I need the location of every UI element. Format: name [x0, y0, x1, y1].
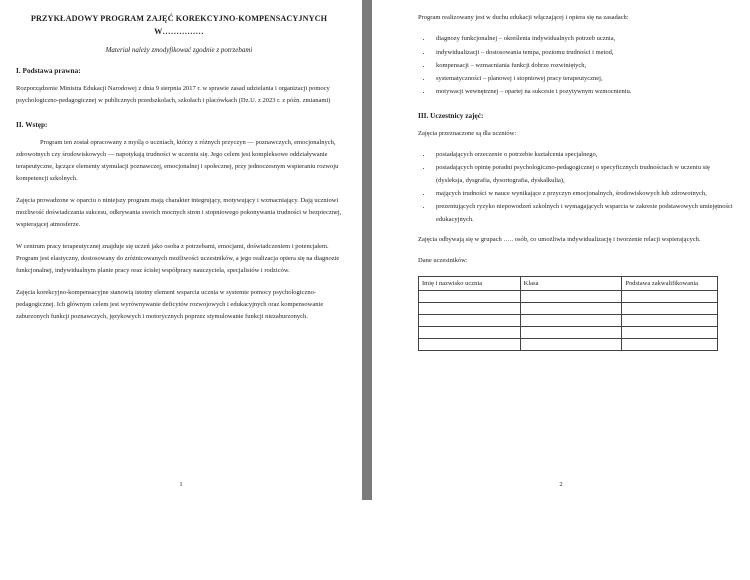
table-cell[interactable]	[419, 315, 521, 327]
table-cell[interactable]	[622, 339, 718, 351]
list-item: • systematyczności – planowej i stopniowej pracy terapeutycznej,	[432, 73, 736, 85]
intro-paragraph: Zajęcia prowadzone w oparciu o niniejszy program mają charakter integrujący, motywujący i wzmacniający. Dają uczniowi możliwość doświadczania sukcesu, odkrywania swoich mocnych stron i stopniowego pokonywania trudności w bezpiecznej, wspierającej atmosferze.	[16, 196, 342, 229]
section-heading-legal-basis: I. Podstawa prawna:	[16, 66, 81, 75]
title-line-1: PRZYKŁADOWY PROGRAM ZAJĘĆ KOREKCYJNO-KOMPENSACYJNYCH	[30, 14, 328, 23]
table-cell[interactable]	[419, 303, 521, 315]
table-cell[interactable]	[520, 327, 622, 339]
participants-table	[418, 276, 718, 351]
table-row	[419, 291, 718, 303]
table-header-class: Klasa	[520, 277, 622, 291]
table-cell[interactable]	[622, 327, 718, 339]
document-page-1	[0, 0, 362, 500]
table-cell[interactable]	[419, 339, 521, 351]
list-item: • kompensacji – wzmacniania funkcji dobrze rozwiniętych,	[432, 60, 736, 72]
list-item: • prezentujących ryzyko niepowodzeń szkolnych i wymagających wsparcia w zakresie podstawowych umiejętności edukacyjnych.	[432, 201, 736, 226]
table-cell[interactable]	[520, 291, 622, 303]
intro-paragraph: Program ten został opracowany z myślą o uczniach, którzy z różnych przyczyn — poznawczych, emocjonalnych, zdrowotnych czy środowiskowych — napotykają trudności w uczeniu się. Jego celem jest kompleksowe oddziaływanie terapeutyczne, łączące elementy stymulacji poznawczej, emocjonalnej i społecznej, przy jednoczesnym wspieraniu rozwoju kompetencji szkolnych.	[16, 138, 339, 183]
table-row	[419, 315, 718, 327]
list-item: • motywacji wewnętrznej – opartej na sukcesie i pozytywnym wzmocnieniu.	[432, 86, 736, 98]
table-row	[419, 339, 718, 351]
table-cell[interactable]	[520, 315, 622, 327]
list-item: • indywidualizacji – dostosowania tempa, poziomu trudności i metod,	[432, 47, 736, 59]
participants-list	[418, 149, 736, 226]
participants-data-label: Dane uczestników:	[418, 257, 468, 265]
principles-intro: Program realizowany jest w duchu edukacji włączającej i opiera się na zasadach:	[418, 14, 629, 21]
list-item: • posiadających orzeczenie o potrzebie kształcenia specjalnego,	[432, 149, 736, 161]
modification-note: Materiał należy zmodyfikować zgodnie z potrzebami	[105, 46, 253, 54]
list-item: • diagnozy funkcjonalnej – określenia indywidualnych potrzeb ucznia,	[432, 33, 736, 45]
list-item: • posiadających opinię poradni psychologiczno-pedagogicznej o specyficznych trudnościach w uczeniu się (dysleksja, dysgrafia, dysortografia, dyskalkulia),	[432, 162, 736, 187]
principles-list	[418, 33, 736, 98]
intro-paragraph: Zajęcia korekcyjno-kompensacyjne stanowią istotny element wsparcia ucznia w systemie pomocy psychologiczno-pedagogicznej. Ich głównym celem jest wyrównywanie deficytów rozwojowych i edukacyjnych oraz kompensowanie zaburzonych funkcji poznawczych, językowych i motorycznych poprzez stymulowanie funkcji niezaburzonych.	[16, 288, 324, 321]
table-cell[interactable]	[622, 315, 718, 327]
groups-text: Zajęcia odbywają się w grupach ….. osób, co umożliwia indywidualizację i tworzenie relacji wspierających.	[418, 235, 701, 243]
table-cell[interactable]	[520, 303, 622, 315]
page-number: 2	[559, 481, 563, 488]
table-row	[419, 327, 718, 339]
page-number: 1	[179, 481, 183, 488]
table-cell[interactable]	[622, 303, 718, 315]
document-page-2	[372, 0, 750, 500]
table-cell[interactable]	[622, 291, 718, 303]
legal-basis-text: Rozporządzenie Ministra Edukacji Narodowej z dnia 9 sierpnia 2017 r. w sprawie zasad udzielania i organizacji pomocy psychologiczno-pedagogicznej w publicznych przedszkolach, szkołach i placówkach (Dz.U. z 2023 r. z późn. zmianami)	[16, 85, 331, 105]
table-row	[419, 303, 718, 315]
list-item: • mających trudności w nauce wynikające z przyczyn emocjonalnych, środowiskowych lub zdrowotnych,	[432, 188, 736, 200]
participants-intro: Zajęcia przeznaczone są dla uczniów:	[418, 129, 517, 137]
title-line-2: W……………	[154, 27, 204, 36]
table-cell[interactable]	[520, 339, 622, 351]
section-heading-introduction: II. Wstęp:	[16, 119, 48, 129]
section-heading-participants: III. Uczestnicy zajęć:	[418, 110, 484, 120]
table-header-name: Imię i nazwisko ucznia	[419, 277, 521, 291]
table-header-qualification: Podstawa zakwalifikowania	[622, 277, 718, 291]
table-cell[interactable]	[419, 291, 521, 303]
document-title	[16, 12, 342, 38]
table-cell[interactable]	[419, 327, 521, 339]
page-gutter	[362, 0, 372, 500]
intro-paragraph: W centrum pracy terapeutycznej znajduje się uczeń jako osoba z potrzebami, emocjami, doświadczeniem i potencjałem. Program jest elastyczny, dostosowany do zróżnicowanych możliwości uczestników, a jego realizacja opiera się na diagnozie funkcjonalnej, indywidualnym planie pracy oraz ścisłej współpracy nauczyciela, specjalistów i rodziców.	[16, 242, 340, 275]
